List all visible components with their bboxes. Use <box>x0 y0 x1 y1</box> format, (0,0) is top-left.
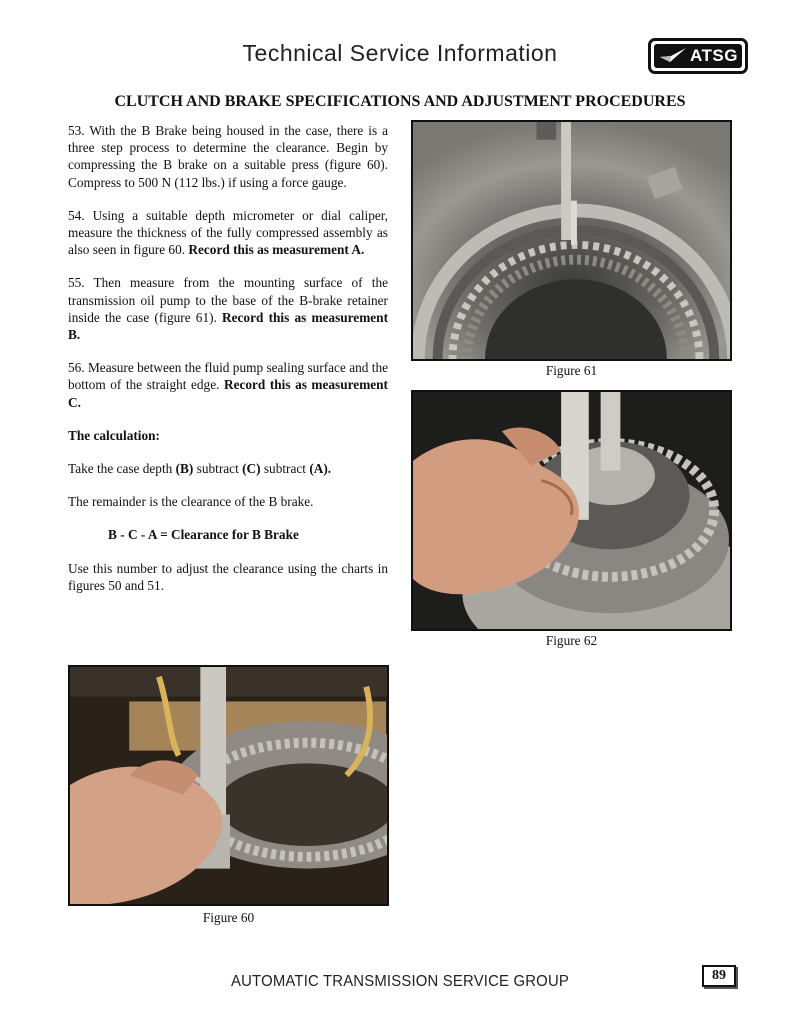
usage-text: Use this number to adjust the clearance using the charts in figures 50 and 51. <box>68 560 388 593</box>
formula-text: B - C - A = Clearance for B Brake <box>108 527 299 543</box>
calculation-heading <box>68 427 388 444</box>
section-title: CLUTCH AND BRAKE SPECIFICATIONS AND ADJUSTMENT PROCEDURES <box>114 93 686 110</box>
figure-60-caption: Figure 60 <box>202 910 255 925</box>
step-56-emphasis: Record this as measurement C. <box>68 377 388 410</box>
page-number: 89 <box>702 965 736 987</box>
formula <box>68 526 388 543</box>
atsg-logo <box>648 38 748 74</box>
step-53: 53. With the B Brake being housed in the case, there is a three step process to determine the clearance. Begin by compressing the B brake on a suitable press (figure 60). Compress to 500 N (112 lbs.) if using a force gauge. <box>68 123 388 190</box>
calc-a: (A). <box>309 461 332 477</box>
calc-b: (B) <box>175 461 194 477</box>
step-54-emphasis: Record this as measurement A. <box>188 242 365 258</box>
step-55-text: 55. Then measure from the mounting surface of the transmission oil pump to the base of the B-brake retainer inside the case (figure 61). <box>68 275 388 325</box>
step-56 <box>68 359 388 411</box>
calculation-line <box>68 460 388 477</box>
figure-60-photo <box>68 665 389 906</box>
figure-61-caption: Figure 61 <box>545 363 598 378</box>
calc-text-1: Take the case depth <box>68 461 176 477</box>
step-54-text: 54. Using a suitable depth micrometer or dial caliper, measure the thickness of the fully compressed assembly as also seen in figure 60. <box>68 207 388 258</box>
remainder-text: The remainder is the clearance of the B brake. <box>68 494 314 510</box>
calc-text-3: subtract <box>260 461 310 477</box>
step-55-emphasis: Record this as measurement B. <box>68 309 389 343</box>
calc-text-2: subtract <box>193 461 243 477</box>
logo-text: ATSG <box>690 46 738 65</box>
procedure-text <box>68 122 388 610</box>
figure-62-caption: Figure 62 <box>545 633 598 648</box>
page-header-title: Technical Service Information <box>242 40 558 66</box>
figure-61-photo <box>411 120 732 361</box>
calc-c: (C) <box>242 461 261 477</box>
step-56-text: 56. Measure between the fluid pump sealing surface and the bottom of the straight edge. <box>68 360 388 393</box>
footer-company: AUTOMATIC TRANSMISSION SERVICE GROUP <box>231 973 569 990</box>
step-54 <box>68 207 388 259</box>
calculation-heading-text: The calculation: <box>68 427 160 443</box>
figure-62-photo <box>411 390 732 631</box>
step-55 <box>68 274 388 343</box>
transmission-logo-icon <box>658 45 688 67</box>
